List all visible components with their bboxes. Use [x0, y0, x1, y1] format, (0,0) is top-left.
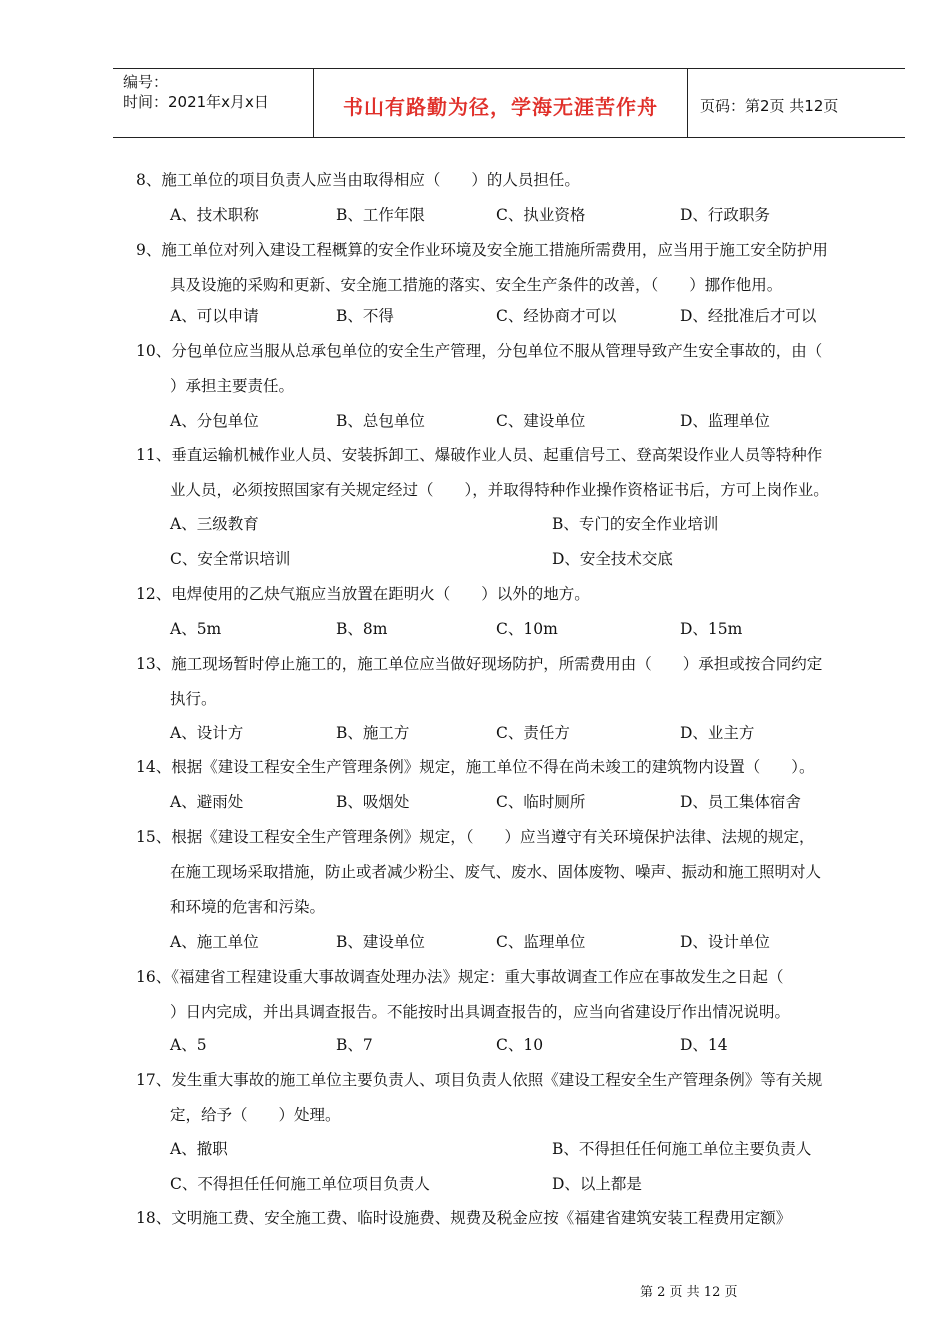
answer-option: A、5 [170, 1036, 207, 1054]
question-text: 16、《福建省工程建设重大事故调查处理办法》规定：重大事故调查工作应在事故发生之日起（ [136, 968, 784, 986]
answer-option: B、施工方 [336, 724, 410, 742]
question-text-continued: 执行。 [170, 690, 217, 708]
question-text: 18、文明施工费、安全施工费、临时设施费、规费及税金应按《福建省建筑安装工程费用定额》 [136, 1209, 792, 1227]
page-number-label: 页码：第2页 共12页 [700, 97, 839, 115]
motto: 书山有路勤为径，学海无涯苦作舟 [343, 95, 658, 119]
header-page-cell [688, 69, 905, 137]
answer-option: C、监理单位 [496, 933, 586, 951]
answer-option: C、10 [496, 1036, 544, 1054]
answer-option: C、经协商才可以 [496, 307, 617, 325]
answer-option: D、经批准后才可以 [680, 307, 817, 325]
answer-option: A、技术职称 [170, 206, 259, 224]
answer-option: B、工作年限 [336, 206, 425, 224]
question-text: 10、分包单位应当服从总承包单位的安全生产管理，分包单位不服从管理导致产生安全事故的，由（ [136, 342, 823, 360]
question-text-continued: 具及设施的采购和更新、安全施工措施的落实、安全生产条件的改善，（ ）挪作他用。 [170, 276, 783, 294]
question-text-continued: ）日内完成，并出具调查报告。不能按时出具调查报告的，应当向省建设厅作出情况说明。 [170, 1003, 791, 1021]
code-label: 编号： [123, 73, 169, 91]
question-text: 14、根据《建设工程安全生产管理条例》规定，施工单位不得在尚未竣工的建筑物内设置（ ）。 [136, 758, 815, 776]
answer-option: C、建设单位 [496, 412, 586, 430]
header-motto-cell [314, 69, 688, 137]
answer-option: A、撤职 [170, 1140, 228, 1158]
time-label: 时间：2021年x月x日 [123, 93, 269, 111]
answer-option: D、设计单位 [680, 933, 770, 951]
answer-option: B、不得担任任何施工单位主要负责人 [552, 1140, 812, 1158]
question-text: 12、电焊使用的乙炔气瓶应当放置在距明火（ ）以外的地方。 [136, 585, 590, 603]
header-info-cell [113, 69, 314, 137]
answer-option: D、以上都是 [552, 1175, 642, 1193]
answer-option: D、行政职务 [680, 206, 770, 224]
answer-option: D、14 [680, 1036, 728, 1054]
question-text: 8、施工单位的项目负责人应当由取得相应（ ）的人员担任。 [136, 171, 580, 189]
answer-option: D、员工集体宿舍 [680, 793, 801, 811]
answer-option: D、监理单位 [680, 412, 770, 430]
question-text: 17、发生重大事故的施工单位主要负责人、项目负责人依照《建设工程安全生产管理条例》等有关规 [136, 1071, 823, 1089]
answer-option: D、业主方 [680, 724, 755, 742]
answer-option: B、专门的安全作业培训 [552, 515, 719, 533]
answer-option: B、吸烟处 [336, 793, 410, 811]
answer-option: B、7 [336, 1036, 373, 1054]
question-text: 13、施工现场暂时停止施工的，施工单位应当做好现场防护，所需费用由（ ）承担或按合同约定 [136, 655, 823, 673]
question-text-continued: 定，给予（ ）处理。 [170, 1106, 341, 1124]
answer-option: C、不得担任任何施工单位项目负责人 [170, 1175, 430, 1193]
answer-option: A、三级教育 [170, 515, 259, 533]
question-text-continued: ）承担主要责任。 [170, 377, 295, 395]
answer-option: A、可以申请 [170, 307, 259, 325]
answer-option: C、10m [496, 620, 558, 638]
answer-option: A、施工单位 [170, 933, 259, 951]
answer-option: B、8m [336, 620, 388, 638]
answer-option: A、避雨处 [170, 793, 244, 811]
question-text: 15、根据《建设工程安全生产管理条例》规定，（ ）应当遵守有关环境保护法律、法规的规定， [136, 828, 815, 846]
answer-option: C、安全常识培训 [170, 550, 291, 568]
answer-option: B、建设单位 [336, 933, 425, 951]
answer-option: D、15m [680, 620, 743, 638]
question-text-continued: 在施工现场采取措施，防止或者减少粉尘、废气、废水、固体废物、噪声、振动和施工照明对人 [170, 863, 822, 881]
answer-option: A、5m [170, 620, 222, 638]
answer-option: B、总包单位 [336, 412, 425, 430]
page-footer: 第 2 页 共 12 页 [640, 1285, 738, 1300]
answer-option: D、安全技术交底 [552, 550, 673, 568]
answer-option: C、执业资格 [496, 206, 586, 224]
answer-option: B、不得 [336, 307, 394, 325]
question-text: 9、施工单位对列入建设工程概算的安全作业环境及安全施工措施所需费用，应当用于施工安全防护用 [136, 241, 828, 259]
question-text: 11、垂直运输机械作业人员、安装拆卸工、爆破作业人员、起重信号工、登高架设作业人员等特种作 [136, 446, 823, 464]
answer-option: C、责任方 [496, 724, 570, 742]
question-text-continued: 和环境的危害和污染。 [170, 898, 326, 916]
answer-option: C、临时厕所 [496, 793, 586, 811]
page-header [113, 68, 905, 138]
question-text-continued: 业人员，必须按照国家有关规定经过（ ），并取得特种作业操作资格证书后，方可上岗作业。 [170, 481, 829, 499]
answer-option: A、分包单位 [170, 412, 259, 430]
answer-option: A、设计方 [170, 724, 244, 742]
